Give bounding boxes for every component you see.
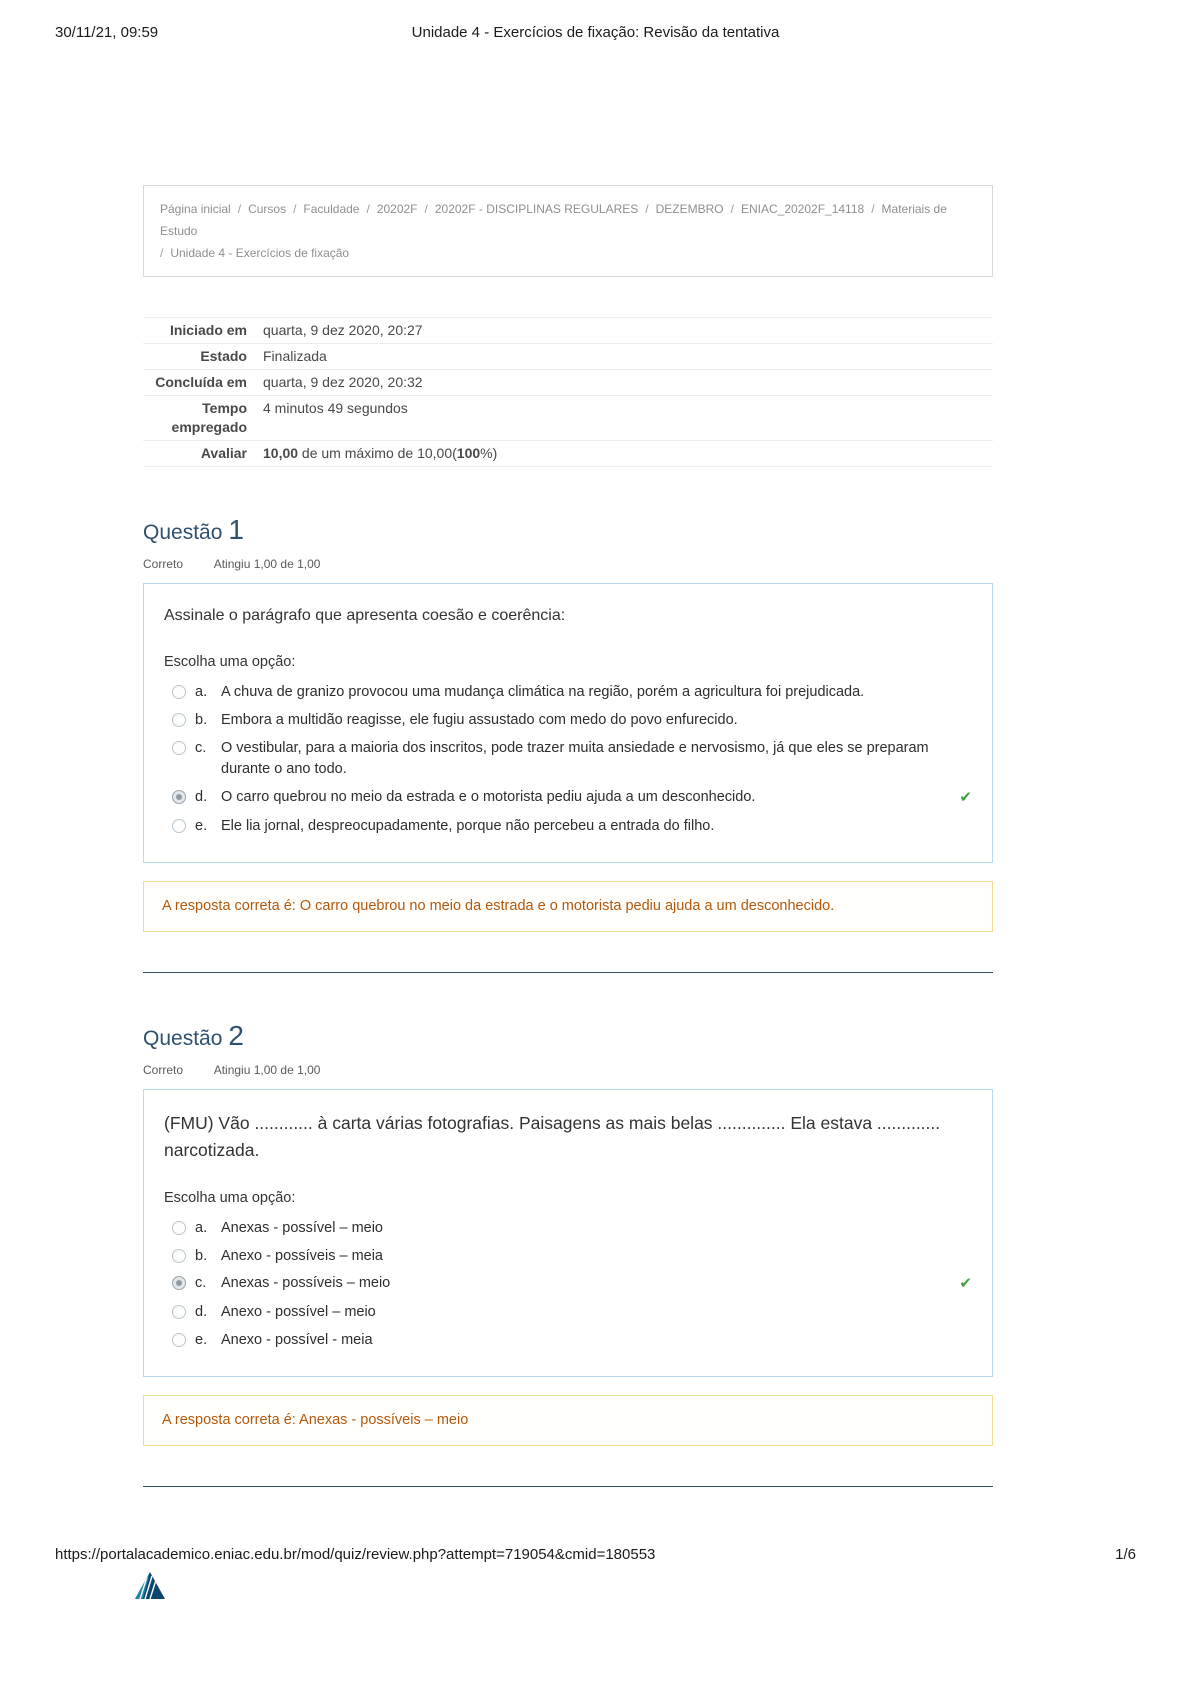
breadcrumb-separator: / [730, 202, 734, 216]
question-meta [143, 557, 993, 571]
page-content [143, 0, 993, 1604]
breadcrumb-separator: / [424, 202, 428, 216]
eniac-logo-icon [135, 1572, 993, 1604]
option-letter: a. [195, 1219, 208, 1236]
breadcrumb-separator: / [645, 202, 649, 216]
option-row-e[interactable] [164, 813, 972, 841]
footer-page-number: 1/6 [1115, 1546, 1136, 1563]
breadcrumb-item-eniac[interactable]: ENIAC_20202F_14118 [740, 202, 865, 216]
attempt-summary-table [143, 317, 993, 467]
option-letter: a. [195, 684, 208, 700]
summary-label: Concluída em [155, 374, 247, 390]
summary-value: quarta, 9 dez 2020, 20:27 [263, 322, 423, 338]
radio-button[interactable] [172, 819, 186, 833]
option-letter: c. [195, 739, 207, 756]
breadcrumb-item-disciplinas[interactable]: 20202F - DISCIPLINAS REGULARES [434, 202, 639, 216]
grade-text: de um máximo de 10,00( [298, 445, 457, 461]
question-number: 2 [228, 1019, 244, 1051]
page-title: Unidade 4 - Exercícios de fixação: Revisão da tentativa [411, 24, 780, 41]
option-letter: d. [195, 1303, 208, 1320]
grade-percent: 100 [456, 445, 481, 461]
summary-value: 4 minutos 49 segundos [263, 400, 408, 416]
question-state-label: Correto [143, 557, 184, 571]
option-letter: c. [195, 1275, 207, 1292]
question-box [143, 1089, 993, 1378]
question-box [143, 583, 993, 863]
option-letter: e. [195, 817, 208, 834]
print-header [0, 24, 1191, 41]
summary-row-completed [143, 369, 993, 395]
option-letter: b. [195, 1247, 208, 1264]
option-row-e[interactable] [164, 1327, 972, 1355]
option-text: Ele lia jornal, despreocupadamente, porque não percebeu a entrada do filho. [221, 817, 715, 834]
options-list [164, 1215, 972, 1355]
question-section-1 [143, 515, 993, 973]
summary-label: Avaliar [200, 445, 247, 461]
breadcrumb [143, 185, 993, 277]
option-text: Anexo - possíveis – meia [221, 1247, 383, 1264]
summary-label: Estado [200, 348, 247, 364]
radio-button[interactable] [172, 741, 186, 755]
breadcrumb-item-faculdade[interactable]: Faculdade [303, 202, 360, 216]
summary-value: Finalizada [263, 348, 327, 364]
options-list [164, 679, 972, 840]
footer-url: https://portalacademico.eniac.edu.br/mod/quiz/review.php?attempt=719054&cmid=180553 [55, 1546, 656, 1563]
correct-check-icon: ✔ [959, 789, 972, 806]
grade-points: 10,00 [263, 445, 299, 461]
question-heading [143, 1021, 993, 1054]
summary-label: Iniciado em [169, 322, 247, 338]
question-grade-label: Atingiu 1,00 de 1,00 [213, 557, 321, 571]
breadcrumb-item-dezembro[interactable]: DEZEMBRO [655, 202, 724, 216]
option-row-d[interactable] [164, 1299, 972, 1327]
breadcrumb-separator: / [293, 202, 297, 216]
breadcrumb-item-20202f[interactable]: 20202F [376, 202, 418, 216]
radio-button-selected[interactable] [172, 1276, 186, 1290]
breadcrumb-line-1 [160, 198, 976, 242]
radio-button-selected[interactable] [172, 790, 186, 804]
option-text: Anexas - possíveis – meio [221, 1275, 391, 1292]
breadcrumb-separator: / [237, 202, 242, 216]
option-text: Anexas - possível – meio [221, 1219, 383, 1236]
option-row-c[interactable] [164, 735, 972, 785]
choice-prompt: Escolha uma opção: [164, 1189, 296, 1206]
breadcrumb-item-materiais[interactable]: Materiais de Estudo [160, 202, 947, 238]
summary-row-state [143, 343, 993, 369]
option-letter: e. [195, 1331, 208, 1348]
question-heading-word: Questão [143, 1026, 223, 1050]
question-section-2 [143, 1021, 993, 1487]
option-row-a[interactable] [164, 1215, 972, 1243]
option-row-a[interactable] [164, 679, 972, 707]
radio-button[interactable] [172, 1221, 186, 1235]
radio-button[interactable] [172, 1249, 186, 1263]
option-row-c-selected[interactable] [164, 1270, 972, 1299]
grade-text-end: %) [480, 445, 498, 461]
option-text: A chuva de granizo provocou uma mudança climática na região, porém a agricultura foi prejudicada. [221, 684, 865, 700]
radio-button[interactable] [172, 685, 186, 699]
print-datetime: 30/11/21, 09:59 [55, 24, 159, 41]
summary-value: quarta, 9 dez 2020, 20:32 [263, 374, 423, 390]
summary-row-grade [143, 440, 993, 467]
breadcrumb-item-unidade4[interactable]: Unidade 4 - Exercícios de fixação [170, 246, 350, 260]
question-grade-label: Atingiu 1,00 de 1,00 [213, 1062, 321, 1077]
option-row-b[interactable] [164, 707, 972, 735]
correct-check-icon: ✔ [959, 1275, 972, 1293]
correct-answer-feedback: A resposta correta é: Anexas - possíveis – meio [143, 1395, 993, 1445]
option-text: Embora a multidão reagisse, ele fugiu assustado com medo do povo enfurecido. [221, 711, 738, 728]
question-heading [143, 515, 993, 548]
print-footer [55, 1546, 1136, 1563]
summary-label: Tempo empregado [171, 400, 247, 435]
section-divider [143, 1486, 993, 1487]
section-divider [143, 972, 993, 973]
question-heading-word: Questão [143, 521, 223, 544]
choice-prompt: Escolha uma opção: [164, 654, 296, 670]
breadcrumb-item-home[interactable]: Página inicial [160, 202, 231, 216]
option-text: Anexo - possível - meia [221, 1331, 373, 1348]
breadcrumb-separator: / [871, 202, 875, 216]
breadcrumb-line-2 [160, 242, 976, 264]
question-text: Assinale o parágrafo que apresenta coesão e coerência: [164, 607, 566, 624]
summary-row-started [143, 317, 993, 343]
summary-row-time [143, 395, 993, 440]
question-meta [143, 1063, 993, 1077]
question-state-label: Correto [143, 1062, 184, 1077]
question-text: (FMU) Vão ............ à carta várias fotografias. Paisagens as mais belas .............. Ela estava ............. narcotizada. [164, 1112, 941, 1160]
radio-button[interactable] [172, 1305, 186, 1319]
option-row-d-selected[interactable] [164, 784, 972, 813]
option-text: Anexo - possível – meio [221, 1303, 376, 1320]
breadcrumb-separator: / [160, 246, 164, 260]
option-letter: b. [195, 711, 208, 728]
radio-button[interactable] [172, 1333, 186, 1347]
option-letter: d. [195, 789, 208, 805]
question-number: 1 [228, 514, 244, 545]
radio-button[interactable] [172, 713, 186, 727]
summary-grade-value [263, 444, 993, 463]
breadcrumb-item-cursos[interactable]: Cursos [248, 202, 287, 216]
breadcrumb-separator: / [366, 202, 370, 216]
correct-answer-feedback: A resposta correta é: O carro quebrou no meio da estrada e o motorista pediu ajuda a um desconhecido. [143, 881, 993, 931]
option-text: O carro quebrou no meio da estrada e o motorista pediu ajuda a um desconhecido. [221, 789, 756, 805]
option-text: O vestibular, para a maioria dos inscritos, pode trazer muita ansiedade e nervosismo, já que eles se preparam durante o ano todo. [221, 739, 929, 778]
option-row-b[interactable] [164, 1243, 972, 1271]
